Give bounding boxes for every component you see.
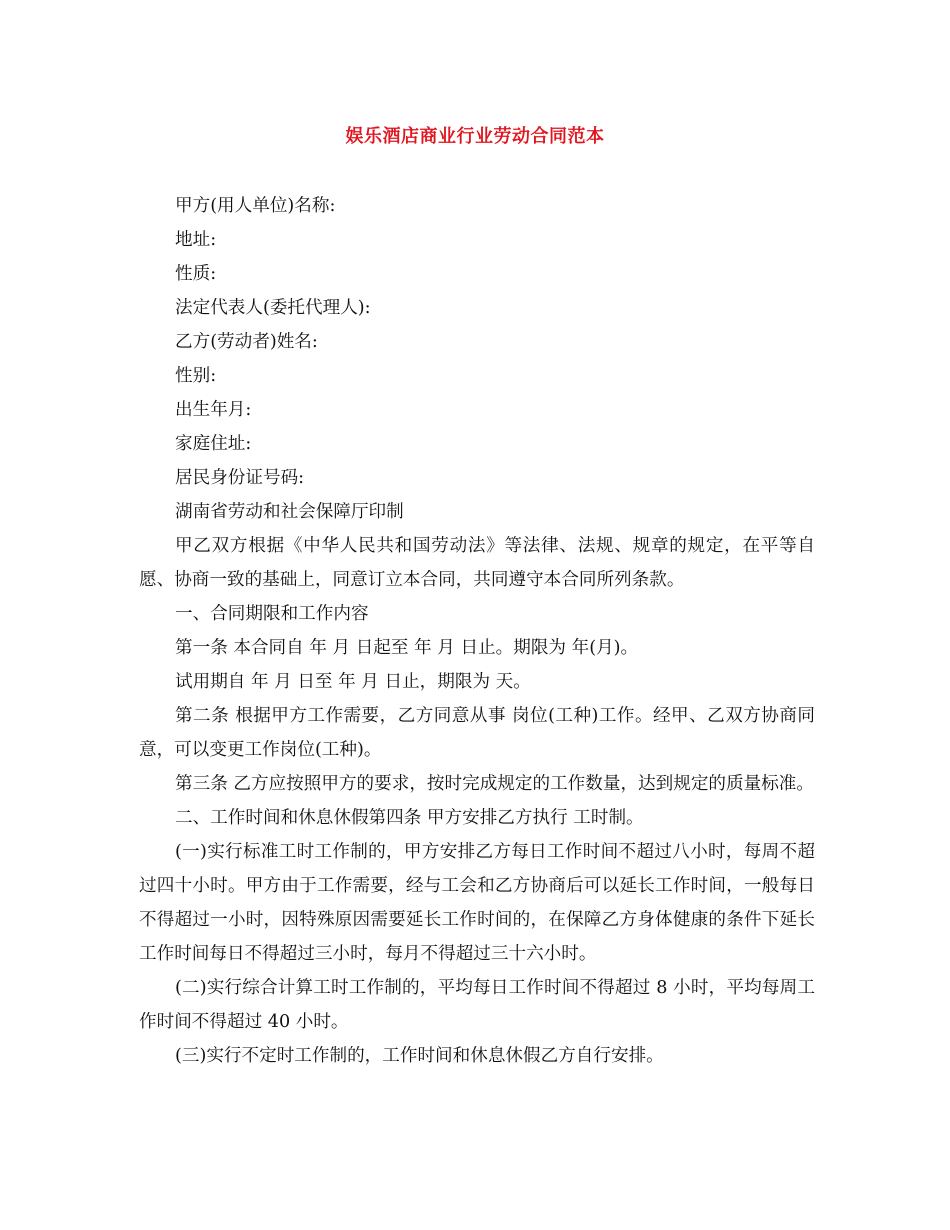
- paragraph: 第二条 根据甲方工作需要，乙方同意从事 岗位(工种)工作。经甲、乙双方协商同意，可以变更工作岗位(工种)。: [139, 706, 815, 760]
- paragraph: 出生年月:: [175, 400, 252, 420]
- paragraph: 湖南省劳动和社会保障厅印制: [175, 502, 404, 522]
- section-heading: 二、工作时间和休息休假第四条 甲方安排乙方执行 工时制。: [175, 808, 644, 828]
- section-heading: 一、合同期限和工作内容: [175, 604, 369, 624]
- paragraph: 甲乙双方根据《中华人民共和国劳动法》等法律、法规、规章的规定，在平等自愿、协商一致的基础上，同意订立本合同，共同遵守本合同所列条款。: [139, 536, 815, 590]
- paragraph: (一)实行标准工时工作制的，甲方安排乙方每日工作时间不超过八小时，每周不超过四十小时。甲方由于工作需要，经与工会和乙方协商后可以延长工作时间，一般每日不得超过一小时，因特殊原因需要延长工作时间的，在保障乙方身体健康的条件下延长工作时间每日不得超过三小时，每月不得超过三十六小时。: [139, 842, 815, 964]
- document-body: [139, 189, 815, 1073]
- paragraph: 家庭住址:: [175, 434, 252, 454]
- document-title: 娱乐酒店商业行业劳动合同范本: [345, 126, 605, 147]
- paragraph: 性别:: [175, 366, 217, 386]
- paragraph: (二)实行综合计算工时工作制的，平均每日工作时间不得超过 8 小时，平均每周工作时间不得超过 40 小时。: [139, 978, 815, 1032]
- paragraph: 试用期自 年 月 日至 年 月 日止，期限为 天。: [175, 672, 531, 692]
- paragraph: 乙方(劳动者)姓名:: [175, 332, 318, 352]
- paragraph: 法定代表人(委托代理人):: [175, 298, 371, 318]
- paragraph: 第三条 乙方应按照甲方的要求，按时完成规定的工作数量，达到规定的质量标准。: [175, 774, 814, 794]
- paragraph: 性质:: [175, 264, 217, 284]
- paragraph: 第一条 本合同自 年 月 日起至 年 月 日止。期限为 年(月)。: [175, 638, 639, 658]
- paragraph: 居民身份证号码:: [175, 468, 305, 488]
- paragraph: 甲方(用人单位)名称:: [175, 196, 336, 216]
- paragraph: (三)实行不定时工作制的，工作时间和休息休假乙方自行安排。: [175, 1046, 664, 1066]
- paragraph: 地址:: [175, 230, 217, 250]
